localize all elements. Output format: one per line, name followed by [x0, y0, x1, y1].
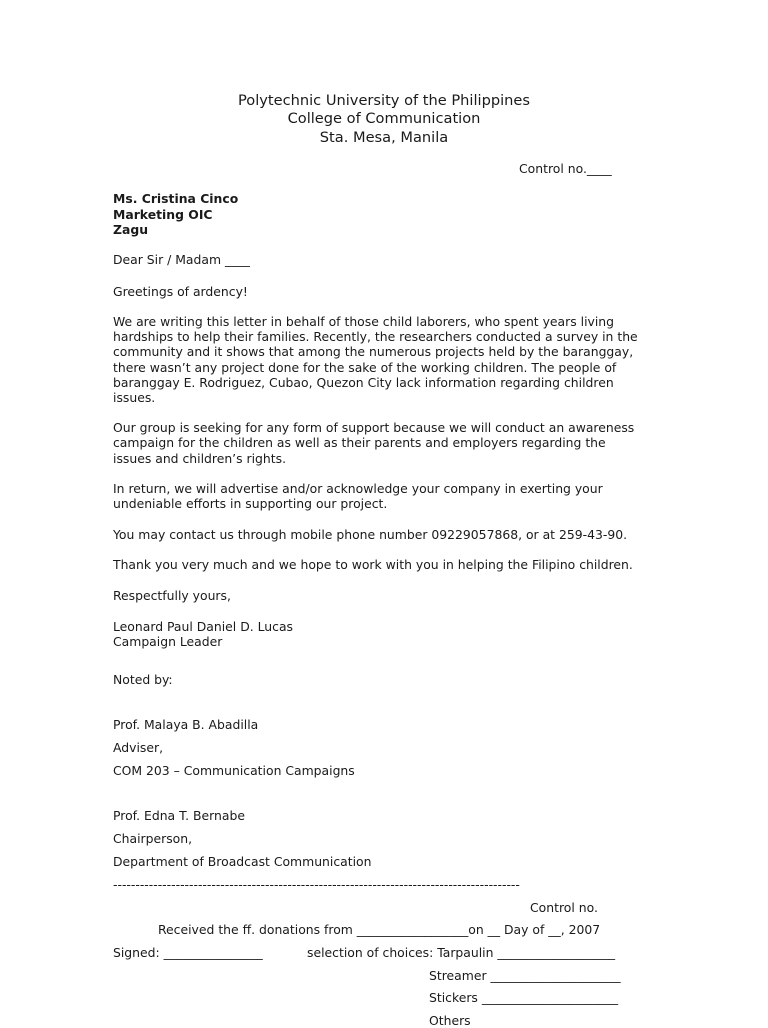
chair-name: Prof. Edna T. Bernabe [113, 808, 245, 823]
recipient-company: Zagu [113, 222, 149, 237]
adviser-course: COM 203 – Communication Campaigns [113, 763, 355, 778]
contact-line: You may contact us through mobile phone number 09229057868, or at 259-43-90. [113, 527, 628, 542]
noted-by: Noted by: [113, 672, 173, 687]
salutation: Dear Sir / Madam ____ [113, 252, 250, 267]
slip-streamer: Streamer _____________________ [429, 968, 621, 983]
paragraph-line: Our group is seeking for any form of support because we will conduct an awareness [113, 420, 635, 435]
paragraph-line: undeniable efforts in supporting our project. [113, 496, 388, 511]
greeting: Greetings of ardency! [113, 284, 248, 299]
adviser-role: Adviser, [113, 740, 164, 755]
paragraph-line: baranggay E. Rodriguez, Cubao, Quezon City lack information regarding children [113, 375, 614, 390]
slip-control-number: Control no. [530, 900, 598, 915]
recipient-title: Marketing OIC [113, 207, 213, 222]
slip-signed-line: Signed: ________________ [113, 945, 263, 960]
slip-others: Others [429, 1013, 471, 1028]
signatory-role: Campaign Leader [113, 634, 223, 649]
thanks-line: Thank you very much and we hope to work with you in helping the Filipino children. [113, 557, 633, 572]
paragraph-line: We are writing this letter in behalf of those child laborers, who spent years living [113, 314, 615, 329]
chair-department: Department of Broadcast Communication [113, 854, 372, 869]
slip-stickers: Stickers ______________________ [429, 990, 619, 1005]
paragraph-line: campaign for the children as well as their parents and employers regarding the [113, 435, 606, 450]
chair-role: Chairperson, [113, 831, 193, 846]
adviser-name: Prof. Malaya B. Abadilla [113, 717, 259, 732]
paragraph-line: issues. [113, 390, 156, 405]
cut-line: ------------------------------------------------------------------------------------------- [113, 877, 520, 892]
paragraph-line: community and it shows that among the numerous projects held by the baranggay, [113, 344, 634, 359]
closing: Respectfully yours, [113, 588, 231, 603]
slip-received-line: Received the ff. donations from __________________on __ Day of __, 2007 [158, 922, 601, 937]
recipient-name: Ms. Cristina Cinco [113, 191, 239, 206]
paragraph-line: In return, we will advertise and/or acknowledge your company in exerting your [113, 481, 603, 496]
signatory-name: Leonard Paul Daniel D. Lucas [113, 619, 294, 634]
college-name: College of Communication [287, 110, 481, 127]
control-number: Control no.____ [519, 161, 612, 176]
slip-selection-tarpaulin: selection of choices: Tarpaulin ___________________ [307, 945, 616, 960]
paragraph-line: hardships to help their families. Recently, the researchers conducted a survey in the [113, 329, 638, 344]
paragraph-line: there wasn’t any project done for the sake of the working children. The people of [113, 360, 617, 375]
paragraph-line: issues and children’s rights. [113, 451, 287, 466]
campus-location: Sta. Mesa, Manila [319, 129, 449, 146]
university-name: Polytechnic University of the Philippines [237, 92, 531, 109]
